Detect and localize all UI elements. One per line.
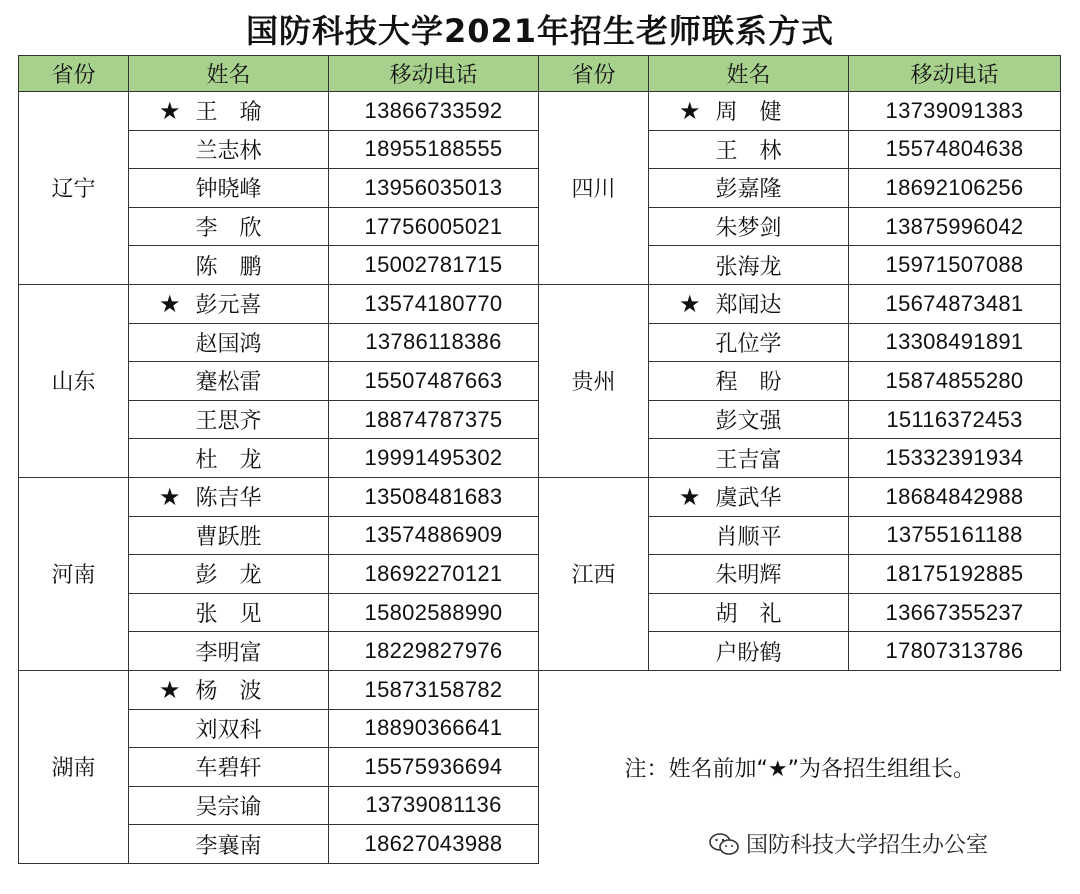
name-cell [129, 169, 329, 208]
name-cell [129, 786, 329, 825]
phone-cell: 13574180770 [329, 284, 539, 323]
phone-cell: 13786118386 [329, 323, 539, 362]
phone-cell: 15116372453 [849, 400, 1061, 439]
province-cell: 河南 [19, 477, 129, 670]
phone-cell: 13574886909 [329, 516, 539, 555]
teacher-name: 李襄南 [195, 833, 262, 859]
teacher-name: 周 健 [715, 100, 782, 126]
teacher-name: 胡 礼 [715, 602, 782, 628]
leader-star-icon: ★ [679, 482, 701, 511]
phone-cell: 15674873481 [849, 284, 1061, 323]
phone-cell: 18955188555 [329, 130, 539, 169]
leader-star-icon: ★ [159, 482, 181, 511]
teacher-name: 吴宗谕 [195, 794, 262, 820]
teacher-name: 彭 龙 [195, 563, 262, 589]
phone-cell: 15332391934 [849, 439, 1061, 478]
phone-cell: 18692106256 [849, 169, 1061, 208]
phone-cell: 18627043988 [329, 825, 539, 864]
wechat-icon [708, 831, 740, 857]
phone-cell: 18874787375 [329, 400, 539, 439]
phone-cell: 13308491891 [849, 323, 1061, 362]
teacher-name: 张 见 [195, 602, 262, 628]
teacher-name: 王思齐 [195, 409, 262, 435]
province-cell: 湖南 [19, 670, 129, 863]
table-row [19, 670, 1061, 709]
teacher-name: 王吉富 [715, 447, 782, 473]
leader-star-icon: ★ [159, 289, 181, 318]
page-title: 国防科技大学2021年招生老师联系方式 [245, 12, 835, 50]
leader-star-icon: ★ [159, 96, 181, 125]
name-cell [649, 439, 849, 478]
table-row [19, 477, 1061, 516]
phone-cell: 18229827976 [329, 632, 539, 671]
name-cell [129, 439, 329, 478]
name-cell [649, 207, 849, 246]
name-cell [649, 246, 849, 285]
teacher-name: 兰志林 [195, 138, 262, 164]
teacher-name: 彭元喜 [195, 293, 262, 319]
phone-cell: 18175192885 [849, 555, 1061, 594]
phone-cell: 15575936694 [329, 748, 539, 787]
teacher-name: 张海龙 [715, 254, 782, 280]
name-cell [129, 555, 329, 594]
name-cell [129, 825, 329, 864]
footnote: 注：姓名前加“★”为各招生组组长。 [539, 670, 1061, 863]
header-phone-left: 移动电话 [329, 56, 539, 92]
name-cell [129, 362, 329, 401]
phone-cell: 13956035013 [329, 169, 539, 208]
teacher-name: 孔位学 [715, 331, 782, 357]
name-cell [649, 516, 849, 555]
leader-star-icon: ★ [679, 96, 701, 125]
name-cell [129, 130, 329, 169]
phone-cell: 15507487663 [329, 362, 539, 401]
name-cell [129, 516, 329, 555]
phone-cell: 15873158782 [329, 670, 539, 709]
teacher-name: 杨 波 [195, 679, 262, 705]
leader-star-icon: ★ [159, 675, 181, 704]
name-cell [129, 670, 329, 709]
teacher-name: 李明富 [195, 640, 262, 666]
phone-cell: 15002781715 [329, 246, 539, 285]
phone-cell: 15802588990 [329, 593, 539, 632]
name-cell [649, 400, 849, 439]
phone-cell: 13508481683 [329, 477, 539, 516]
teacher-name: 赵国鸿 [195, 331, 262, 357]
teacher-name: 朱明辉 [715, 563, 782, 589]
teacher-name: 户盼鹤 [715, 640, 782, 666]
phone-cell: 18692270121 [329, 555, 539, 594]
name-cell [129, 709, 329, 748]
teacher-name: 郑闻达 [715, 293, 782, 319]
name-cell [649, 632, 849, 671]
province-cell: 辽宁 [19, 92, 129, 285]
teacher-name: 彭文强 [715, 409, 782, 435]
teacher-name: 朱梦剑 [715, 216, 782, 242]
watermark [708, 828, 988, 859]
header-name-right: 姓名 [649, 56, 849, 92]
teacher-name: 钟晓峰 [195, 177, 262, 203]
name-cell [129, 284, 329, 323]
phone-cell: 15971507088 [849, 246, 1061, 285]
phone-cell: 17756005021 [329, 207, 539, 246]
leader-star-icon: ★ [679, 289, 701, 318]
phone-cell: 18684842988 [849, 477, 1061, 516]
name-cell [129, 632, 329, 671]
teacher-name: 程 盼 [715, 370, 782, 396]
phone-cell: 13739091383 [849, 92, 1061, 131]
name-cell [129, 477, 329, 516]
name-cell [129, 400, 329, 439]
name-cell [649, 593, 849, 632]
teacher-name: 李 欣 [195, 216, 262, 242]
teacher-name: 陈吉华 [195, 486, 262, 512]
header-name-left: 姓名 [129, 56, 329, 92]
province-cell: 山东 [19, 284, 129, 477]
teacher-name: 蹇松雷 [195, 370, 262, 396]
header-row [19, 56, 1061, 92]
teacher-name: 杜 龙 [195, 447, 262, 473]
phone-cell: 13875996042 [849, 207, 1061, 246]
phone-cell: 13755161188 [849, 516, 1061, 555]
phone-cell: 13866733592 [329, 92, 539, 131]
province-cell: 江西 [539, 477, 649, 670]
table-body [19, 92, 1061, 864]
name-cell [649, 284, 849, 323]
phone-cell: 15874855280 [849, 362, 1061, 401]
name-cell [129, 246, 329, 285]
phone-cell: 13739081136 [329, 786, 539, 825]
phone-cell: 13667355237 [849, 593, 1061, 632]
header-province-left: 省份 [19, 56, 129, 92]
province-cell: 贵州 [539, 284, 649, 477]
name-cell [129, 92, 329, 131]
teacher-name: 刘双科 [195, 717, 262, 743]
teacher-name: 曹跃胜 [195, 524, 262, 550]
header-province-right: 省份 [539, 56, 649, 92]
name-cell [649, 477, 849, 516]
teacher-name: 王 林 [715, 138, 782, 164]
header-phone-right: 移动电话 [849, 56, 1061, 92]
name-cell [649, 555, 849, 594]
phone-cell: 19991495302 [329, 439, 539, 478]
phone-cell: 18890366641 [329, 709, 539, 748]
name-cell [129, 207, 329, 246]
teacher-name: 陈 鹏 [195, 254, 262, 280]
teacher-name: 王 瑜 [195, 100, 262, 126]
name-cell [649, 169, 849, 208]
contact-table [18, 55, 1061, 864]
watermark-text: 国防科技大学招生办公室 [746, 833, 989, 858]
name-cell [649, 130, 849, 169]
name-cell [649, 362, 849, 401]
name-cell [649, 92, 849, 131]
table-row [19, 284, 1061, 323]
name-cell [649, 323, 849, 362]
teacher-name: 虞武华 [715, 486, 782, 512]
teacher-name: 彭嘉隆 [715, 177, 782, 203]
table-row [19, 92, 1061, 131]
name-cell [129, 323, 329, 362]
teacher-name: 车碧轩 [195, 756, 262, 782]
province-cell: 四川 [539, 92, 649, 285]
name-cell [129, 748, 329, 787]
phone-cell: 15574804638 [849, 130, 1061, 169]
phone-cell: 17807313786 [849, 632, 1061, 671]
teacher-name: 肖顺平 [715, 524, 782, 550]
name-cell [129, 593, 329, 632]
